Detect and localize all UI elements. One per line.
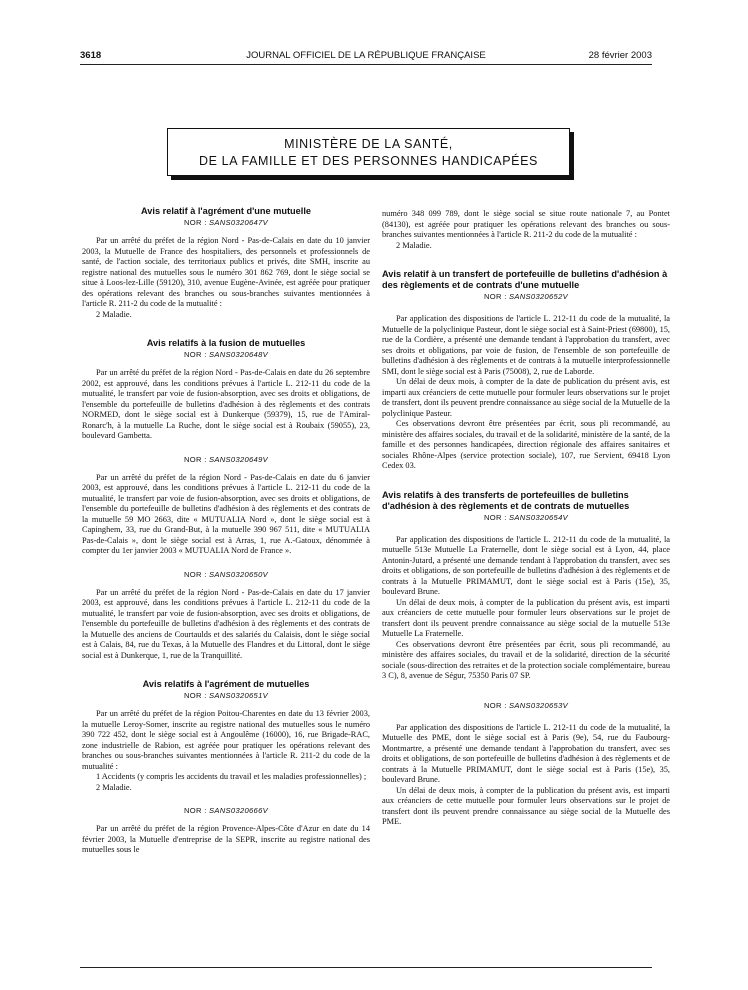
- nor-label: NOR :: [484, 292, 507, 301]
- nor-code: SANS0320651V: [209, 691, 268, 700]
- section-heading: Avis relatifs à la fusion de mutuelles: [146, 338, 306, 348]
- nor-code: SANS0320649V: [209, 454, 268, 464]
- nor-label: NOR :: [184, 350, 207, 359]
- nor-reference: [82, 690, 370, 701]
- list-item: 1 Accidents (y compris les accidents du travail et les maladies professionnelles) ;: [96, 772, 367, 781]
- ministry-line-2: DE LA FAMILLE ET DES PERSONNES HANDICAPÉES: [199, 154, 538, 168]
- left-column: [82, 206, 370, 856]
- list-item: 2 Maladie.: [396, 240, 432, 250]
- nor-reference: [382, 291, 670, 302]
- paragraph: Par un arrêté du préfet de la région Poitou-Charentes en date du 13 février 2003, la mutuelle Leroy-Somer, inscrite au registre national des mutuelles sous le numéro 390 722 452, dont le siège social est à Angoulême (16000), 16, rue Brigade-RAC, zone industrielle de Rabion, est agréée pour pratiquer les opérations relevant des branches ou sous-branches suivantes mentionnées à l'article R. 211-2 du code de la mutualité :: [82, 709, 370, 771]
- nor-code: SANS0320652V: [509, 292, 568, 301]
- nor-reference: [82, 217, 370, 228]
- paragraph: Par un arrêté du préfet de la région Nord - Pas-de-Calais en date du 10 janvier 2003, la Mutuelle de France des hospitaliers, des personnels et professionnels de santé, de l'action sociale, des territoriaux publics et privés, dite SMH, inscrite au registre national des mutuelles sous le numéro 301 862 769, dont le siège social se situe à Loos-lez-Lille (59120), 310, avenue Eugène-Avinée, est agréée pour pratiquer des opérations relevant des branches ou sous-branches suivantes mentionnées à l'article R. 211-2 du code de la mutualité :: [82, 236, 370, 308]
- nor-code: SANS0320648V: [209, 350, 268, 359]
- nor-reference: [382, 700, 670, 711]
- nor-reference: [82, 454, 370, 465]
- paragraph: Par application des dispositions de l'article L. 212-11 du code de la mutualité, la Mutuelle de la polyclinique Pasteur, dont le siège social est à Saint-Priest (69800), 15, rue de la Cordière, a présenté une demande tendant à l'approbation du transfert, avec ses droits et obligations, par voie de fusion, de l'ensemble de son portefeuille de bulletins d'adhésion à des règlements et de contrats à la mutuelle interprofessionnelle SMI, dont le siège social est à Paris (75008), 2, rue de Laborde.: [382, 314, 670, 376]
- ministry-line-1: MINISTÈRE DE LA SANTÉ,: [284, 137, 453, 151]
- nor-label: NOR :: [484, 512, 507, 522]
- paragraph: Par application des dispositions de l'article L. 212-11 du code de la mutualité, la mutuelle 513e Mutuelle La Fraternelle, dont le siège social est à Lyon, 44, place Antonin-Jutard, a présenté une demande tendant à l'approbation du transfert, avec ses droits et obligations, de son portefeuille de bulletins d'adhésion à des règlements et de contrats à la Mutuelle PRIMAMUT, dont le siège social est à Paris (15e), 35, boulevard Brune.: [382, 534, 670, 596]
- issue-date: 28 février 2003: [588, 50, 652, 61]
- footer-rule: [80, 967, 652, 968]
- nor-reference: [82, 349, 370, 360]
- nor-label: NOR :: [184, 218, 207, 227]
- page-number: 3618: [80, 50, 102, 61]
- nor-code: SANS0320653V: [509, 700, 568, 710]
- paragraph: Par application des dispositions de l'article L. 212-11 du code de la mutualité, la Mutuelle des PME, dont le siège social est à Paris (9e), 54, rue du Faubourg-Montmartre, a présenté une demande tendant à l'approbation du transfert, avec ses droits et obligations, de son portefeuille de bulletins d'adhésion à des règlements et de contrats à la Mutuelle PRIMAMUT, dont le siège social est à Paris (15e), 35, boulevard Brune.: [382, 722, 670, 784]
- paragraph: Par un arrêté du préfet de la région Provence-Alpes-Côte d'Azur en date du 14 février 2003, la Mutuelle d'entreprise de la SEPR, inscrite au registre national des mutuelles sous le: [82, 824, 370, 854]
- nor-label: NOR :: [484, 700, 507, 710]
- nor-label: NOR :: [184, 454, 207, 464]
- ministry-box: [167, 128, 570, 176]
- nor-reference: [382, 512, 670, 523]
- nor-code: SANS0320654V: [509, 512, 568, 522]
- nor-code: SANS0320666V: [209, 806, 268, 815]
- paragraph: Un délai de deux mois, à compter de la publication du présent avis, est imparti aux créanciers de cette mutuelle pour formuler leurs observations sur le projet de transfert dont ils peuvent prendre connaissance au siège social de la Mutuelle des PME.: [382, 785, 670, 826]
- nor-code: SANS0320650V: [209, 569, 268, 579]
- header-rule: [80, 64, 652, 65]
- paragraph: Ces observations devront être présentées par écrit, sous pli recommandé, au ministère des affaires sociales, du travail et de la solidarité, direction de la sécurité sociale (sous-direction des retraites et de la protection sociale complémentaire, bureau 3 C), 8, avenue de Ségur, 75350 Paris 07 SP.: [382, 639, 670, 680]
- section-heading: Avis relatifs à l'agrément de mutuelles: [142, 679, 310, 689]
- paragraph: Un délai de deux mois, à compter de la publication du présent avis, est imparti aux créanciers de cette mutuelle pour formuler leurs observations sur le projet de transfert dont ils peuvent prendre connaissance au siège social de la mutuelle 513e Mutuelle La Fraternelle.: [382, 597, 670, 638]
- section-heading: Avis relatif à un transfert de portefeuille de bulletins d'adhésion à des règlements et de contrats d'une mutuelle: [382, 269, 668, 290]
- paragraph: numéro 348 099 789, dont le siège social se situe route nationale 7, au Pontet (84130), est agréée pour pratiquer les opérations relevant des branches ou sous-branches suivantes mentionnées à l'article R. 211-2 du code de la mutualité :: [382, 209, 670, 239]
- paragraph: Par un arrêté du préfet de la région Nord - Pas-de-Calais en date du 6 janvier 2003, est approuvé, dans les conditions prévues à l'article L. 212-11 du code de la mutualité, le transfert par voie de fusion-absorption, avec ses droits et obligations, de l'ensemble du portefeuille de bulletins d'adhésion à des règlements et des contrats de la mutuelle 59 MO 2663, dite « MUTUALIA Nord », dont le siège social est à Capinghem, 33, rue du Grand-But, à la mutuelle 390 967 511, dite « MUTUALIA Pas-de-Calais », dont le siège social est à Arras, 1, rue A.-Gatoux, dénommée à compter du 1er janvier 2003 « MUTUALIA Nord de France ».: [82, 472, 370, 555]
- section-heading: Avis relatifs à des transferts de portefeuilles de bulletins d'adhésion à des règlements et de contrats de mutuelles: [382, 489, 630, 511]
- nor-label: NOR :: [184, 691, 207, 700]
- nor-label: NOR :: [184, 569, 207, 579]
- nor-code: SANS0320647V: [209, 218, 268, 227]
- running-header: [80, 50, 652, 64]
- nor-reference: [82, 805, 370, 816]
- list-item: 2 Maladie.: [96, 782, 132, 792]
- journal-title: JOURNAL OFFICIEL DE LA RÉPUBLIQUE FRANÇAISE: [246, 50, 486, 61]
- nor-label: NOR :: [184, 806, 207, 815]
- paragraph: Par un arrêté du préfet de la région Nord - Pas-de-Calais en date du 26 septembre 2002, est approuvé, dans les conditions prévues à l'article L. 212-11 du code de la mutualité, le transfert par voie de fusion-absorption, avec ses droits et obligations, de l'ensemble du portefeuille de bulletins d'adhésion à des règlements et des contrats NORMED, dont le siège social est à Dunkerque (59379), 15, rue de l'Amiral-Ronarc'h, à la mutuelle La Ruche, dont le siège social est à Roubaix (59055), 23, boulevard Gambetta.: [82, 368, 370, 440]
- section-heading: Avis relatif à l'agrément d'une mutuelle: [141, 206, 311, 216]
- paragraph: Par un arrêté du préfet de la région Nord - Pas-de-Calais en date du 17 janvier 2003, est approuvé, dans les conditions prévues à l'article L. 212-11 du code de la mutualité, le transfert par voie de fusion-absorption, avec ses droits et obligations, de l'ensemble du portefeuille de bulletins d'adhésion à des règlements et des contrats de la Mutuelle des anciens de Courtaulds et des salariés du Calaisis, dont le siège social est à Calais, 84, rue du Texas, à la Mutuelle des Flandres et du Littoral, dont le siège social est à Dunkerque, 1, rue de la Tranquillité.: [82, 587, 370, 660]
- paragraph: Un délai de deux mois, à compter de la date de publication du présent avis, est imparti aux créanciers de cette mutuelle pour formuler leurs observations sur le projet de transfert, dont ils peuvent prendre connaissance au siège social de la Mutuelle de la polyclinique Pasteur.: [382, 377, 670, 418]
- nor-reference: [82, 569, 370, 580]
- right-column: [382, 209, 670, 828]
- paragraph: Ces observations devront être présentées par écrit, sous pli recommandé, au ministère des affaires sociales, du travail et de la solidarité, ministère de la santé, de la famille et des personnes handicapées, direction régionale des affaires sanitaires et sociales Rhône-Alpes (service protection sociale), 107, rue Servient, 69418 Lyon Cedex 03.: [382, 419, 670, 470]
- list-item: 2 Maladie.: [96, 309, 132, 319]
